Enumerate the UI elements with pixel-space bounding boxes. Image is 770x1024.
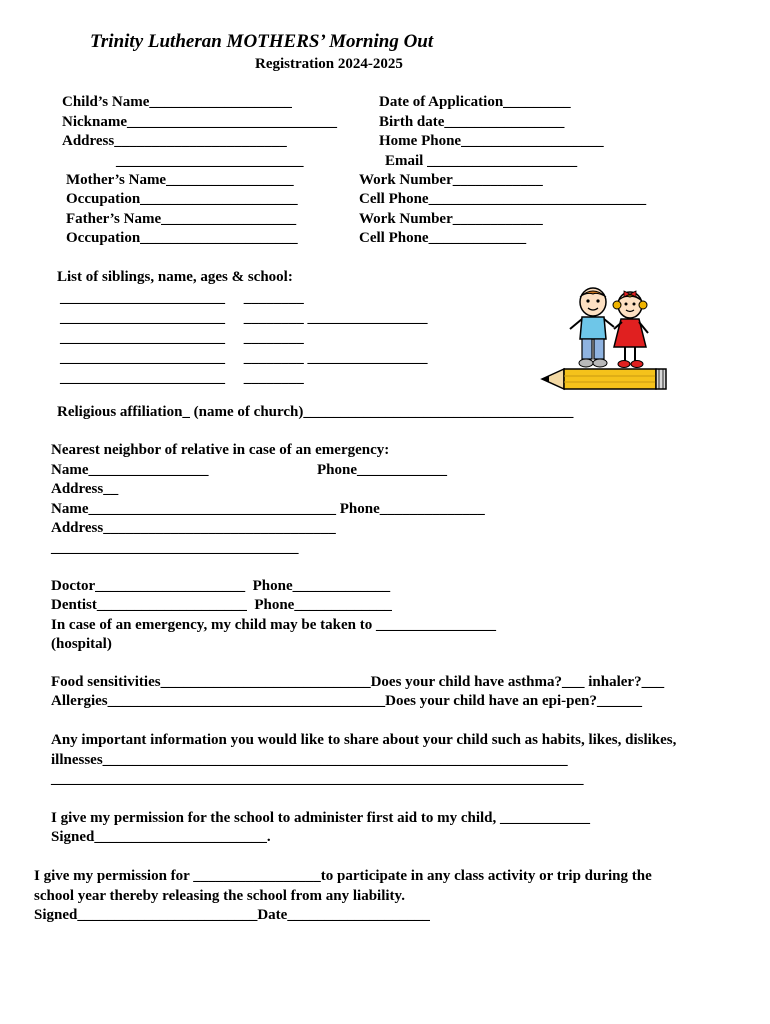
nickname-field[interactable]: Nickname____________________________ [62,114,337,130]
hospital-field[interactable]: In case of an emergency, my child may be taken to ________________ [51,617,496,633]
home-phone-field[interactable]: Home Phone___________________ [379,133,604,149]
doctor-field[interactable]: Doctor____________________ Phone_____________ [51,578,391,594]
illnesses-field[interactable]: illnesses______________________________________________________________ [51,752,568,768]
religious-affiliation-field[interactable]: Religious affiliation_ (name of church)____________________________________ [57,404,574,420]
trip-permission-text: school year thereby releasing the school from any liability. [34,888,405,904]
important-info-line[interactable]: _______________________________________________________________________ [51,771,584,787]
emergency-name-2-field[interactable]: Name_________________________________ Phone______________ [51,501,485,517]
email-field[interactable]: Email ____________________ [385,153,578,169]
first-aid-permission-field[interactable]: I give my permission for the school to administer first aid to my child, ____________ [51,810,591,826]
dentist-field[interactable]: Dentist____________________ Phone_____________ [51,597,392,613]
childs-name-field[interactable]: Child’s Name___________________ [62,94,292,110]
sibling-row-3[interactable]: ______________________ ________ [60,330,304,346]
siblings-label: List of siblings, name, ages & school: [57,269,293,285]
emergency-phone-1-field[interactable]: Phone____________ [317,462,448,478]
date-of-application-field[interactable]: Date of Application_________ [379,94,571,110]
address-field[interactable]: Address_______________________ [62,133,287,149]
emergency-heading: Nearest neighbor of relative in case of an emergency: [51,442,390,458]
sibling-row-4[interactable]: ______________________ ________ ________________ [60,350,428,366]
father-work-number-field[interactable]: Work Number____________ [359,211,543,227]
emergency-name-1-field[interactable]: Name________________ [51,462,209,478]
sibling-row-1[interactable]: ______________________ ________ [60,290,304,306]
emergency-address-1-field[interactable]: Address__ [51,481,119,497]
fathers-name-field[interactable]: Father’s Name__________________ [66,211,297,227]
trip-signature-date-field[interactable]: Signed________________________Date___________________ [34,907,430,923]
emergency-address-2-line[interactable]: _________________________________ [51,540,299,556]
important-info-prompt: Any important information you would like to share about your child such as habits, likes, dislikes, [51,732,677,748]
father-cell-phone-field[interactable]: Cell Phone_____________ [359,230,527,246]
mother-cell-phone-field[interactable]: Cell Phone_____________________________ [359,191,647,207]
address-line2-field[interactable]: _________________________ [116,153,304,169]
first-aid-signature-field[interactable]: Signed_______________________. [51,829,271,845]
mother-occupation-field[interactable]: Occupation_____________________ [66,191,298,207]
emergency-address-2-field[interactable]: Address_______________________________ [51,520,336,536]
mother-work-number-field[interactable]: Work Number____________ [359,172,543,188]
father-occupation-field[interactable]: Occupation_____________________ [66,230,298,246]
food-sensitivities-field[interactable]: Food sensitivities____________________________Does your child have asthma?___ inhaler?___ [51,674,665,690]
children-on-pencil-icon [538,285,670,393]
trip-permission-field[interactable]: I give my permission for _________________to participate in any class activity or trip during the [34,868,652,884]
mothers-name-field[interactable]: Mother’s Name_________________ [66,172,294,188]
sibling-row-2[interactable]: ______________________ ________ ________________ [60,310,428,326]
page-subtitle: Registration 2024-2025 [255,56,403,72]
birth-date-field[interactable]: Birth date________________ [379,114,565,130]
allergies-field[interactable]: Allergies_____________________________________Does your child have an epi-pen?______ [51,693,642,709]
page-title: Trinity Lutheran MOTHERS’ Morning Out [90,31,434,52]
sibling-row-5[interactable]: ______________________ ________ [60,370,304,386]
hospital-note: (hospital) [51,636,112,652]
